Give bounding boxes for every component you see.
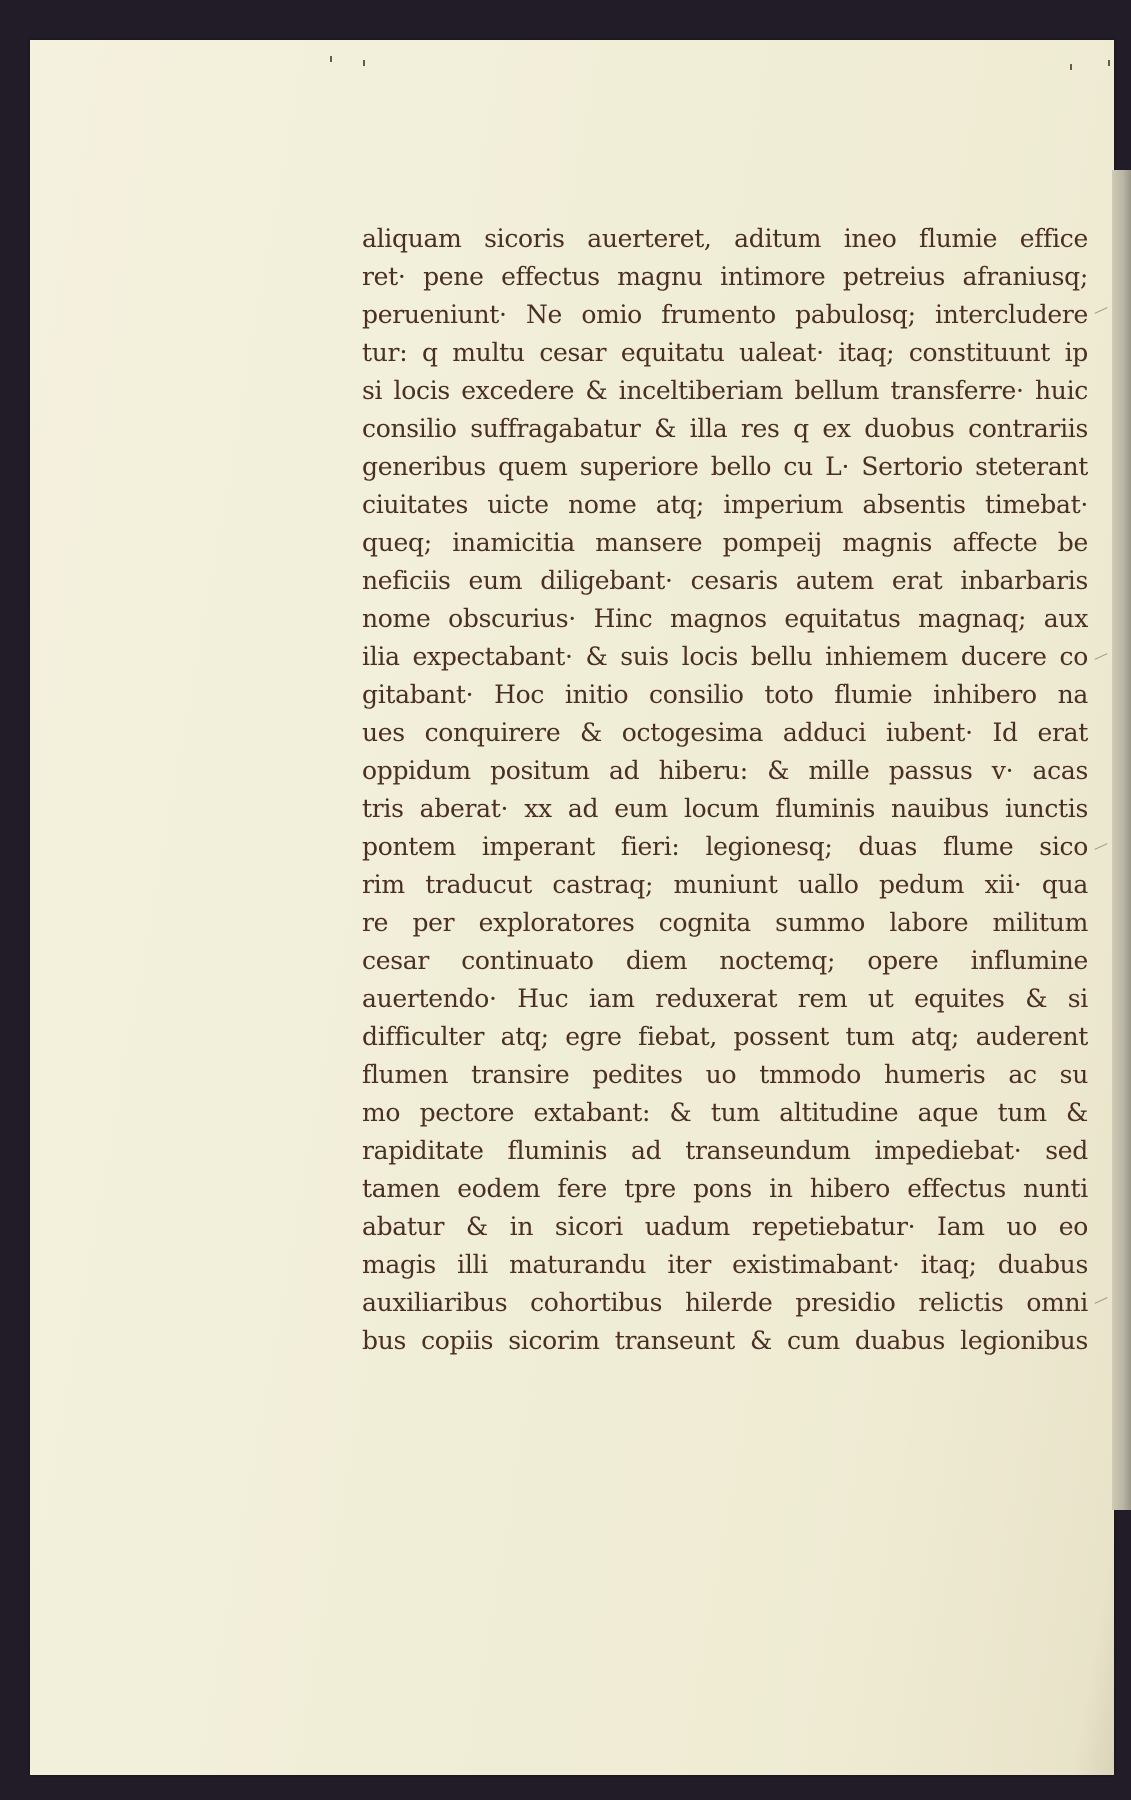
- text-line: flumen transire pedites uo tmmodo humeris ac su: [362, 1060, 1088, 1089]
- text-line: pontem imperant fieri: legionesq; duas flume sico: [362, 832, 1088, 861]
- text-line: nome obscurius· Hinc magnos equitatus magnaq; aux: [362, 604, 1088, 633]
- text-line: cesar continuato diem noctemq; opere influmine: [362, 946, 1088, 975]
- text-line: tur: q multu cesar equitatu ualeat· itaq; constituunt ip: [362, 338, 1088, 367]
- pricking-mark: [363, 60, 365, 66]
- text-line: ret· pene effectus magnu intimore petreius afraniusq;: [362, 262, 1088, 291]
- text-line: ciuitates uicte nome atq; imperium absentis timebat·: [362, 490, 1088, 519]
- text-line: tris aberat· xx ad eum locum fluminis nauibus iunctis: [362, 794, 1088, 823]
- text-line: si locis excedere & inceltiberiam bellum transferre· huic: [362, 376, 1088, 405]
- text-line: bus copiis sicorim transeunt & cum duabus legionibus: [362, 1326, 1088, 1355]
- adjacent-page-edge: [1112, 170, 1131, 1510]
- text-line: gitabant· Hoc initio consilio toto flumie inhibero na: [362, 680, 1088, 709]
- pricking-mark: [330, 56, 332, 62]
- text-line: neficiis eum diligebant· cesaris autem erat inbarbaris: [362, 566, 1088, 595]
- text-line: difficulter atq; egre fiebat, possent tum atq; auderent: [362, 1022, 1088, 1051]
- text-line: abatur & in sicori uadum repetiebatur· Iam uo eo: [362, 1212, 1088, 1241]
- text-line: oppidum positum ad hiberu: & mille passus v· acas: [362, 756, 1088, 785]
- text-line: generibus quem superiore bello cu L· Sertorio steterant: [362, 452, 1088, 481]
- text-line: ues conquirere & octogesima adduci iubent· Id erat: [362, 718, 1088, 747]
- text-line: ilia expectabant· & suis locis bellu inhiemem ducere co: [362, 642, 1088, 671]
- text-line: auertendo· Huc iam reduxerat rem ut equites & si: [362, 984, 1088, 1013]
- pricking-mark: [1070, 64, 1072, 70]
- text-line: queq; inamicitia mansere pompeij magnis affecte be: [362, 528, 1088, 557]
- text-line: re per exploratores cognita summo labore militum: [362, 908, 1088, 937]
- text-line: tamen eodem fere tpre pons in hibero effectus nunti: [362, 1174, 1088, 1203]
- text-line: perueniunt· Ne omio frumento pabulosq; intercludere: [362, 300, 1088, 329]
- text-line: mo pectore extabant: & tum altitudine aque tum &: [362, 1098, 1088, 1127]
- text-line: magis illi maturandu iter existimabant· itaq; duabus: [362, 1250, 1088, 1279]
- text-line: consilio suffragabatur & illa res q ex duobus contrariis: [362, 414, 1088, 443]
- pricking-mark: [1108, 60, 1110, 66]
- text-line: rapiditate fluminis ad transeundum impediebat· sed: [362, 1136, 1088, 1165]
- text-line: auxiliaribus cohortibus hilerde presidio relictis omni: [362, 1288, 1088, 1317]
- manuscript-text-block: [362, 220, 1088, 1360]
- text-line: rim traducut castraq; muniunt uallo pedum xii· qua: [362, 870, 1088, 899]
- text-line: aliquam sicoris auerteret, aditum ineo flumie effice: [362, 224, 1088, 253]
